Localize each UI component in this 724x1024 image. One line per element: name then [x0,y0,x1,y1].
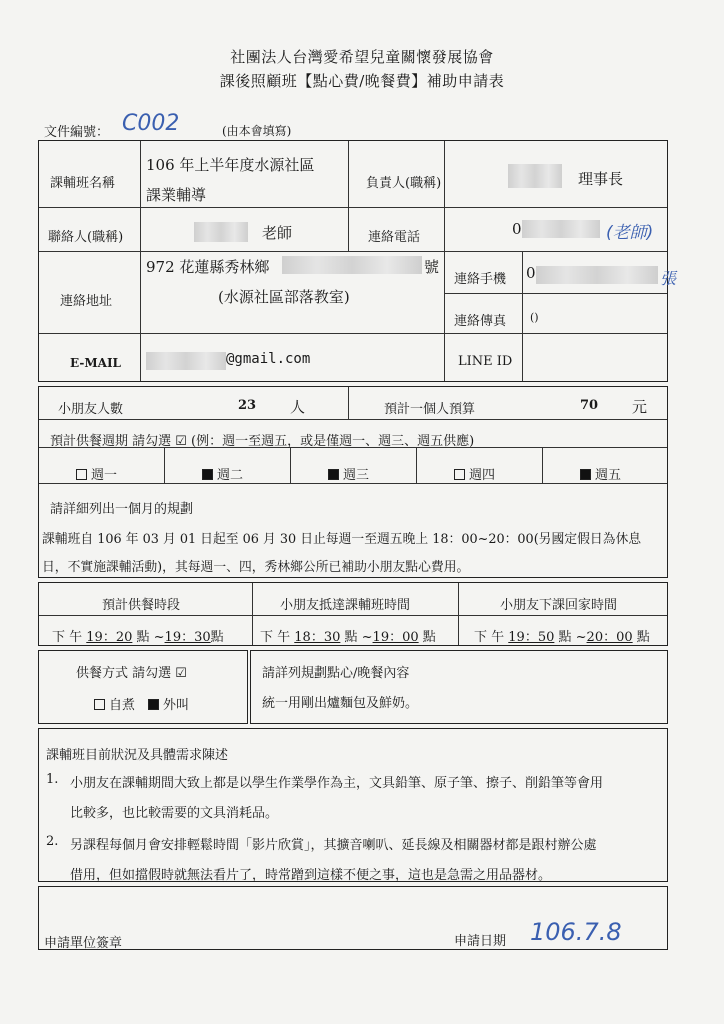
per-child-budget-unit: 元 [632,398,648,416]
phone-prefix: 0 [512,220,522,238]
leader-title: 理事長 [578,170,624,188]
contact-title: 老師 [262,224,293,242]
checkbox-icon [454,469,465,480]
arrive-time-label: 小朋友抵達課輔班時間 [280,598,411,613]
doc-number-note: (由本會填寫) [222,124,292,138]
needs-item2-line2: 借用，但如擋假時就無法看片了，時常蹭到這樣不便之事，這也是急需之用品器材。 [70,868,552,883]
fax-label: 連絡傳真 [454,314,507,329]
redacted-contact-name [194,222,248,242]
redacted-leader-name [508,164,562,188]
redacted-email [146,352,226,370]
apply-date-value: 106.7.8 [530,918,622,946]
children-count-label: 小朋友人數 [58,402,124,417]
meal-cycle-instruction: 預計供餐週期 請勾選 ☑ (例：週一至週五，或是僅週一、週三、週五供應) [50,434,475,449]
per-child-budget-value: 70 [580,398,599,413]
fax-value: () [530,311,539,324]
meal-time-label: 預計供餐時段 [102,598,181,613]
doc-number-value: C002 [122,111,180,136]
mobile-label: 連絡手機 [454,272,507,287]
checked-box-icon [580,469,591,480]
monthly-plan-line1: 課輔班自 106 年 03 月 01 日起至 06 月 30 日止每週一至週五晚上 18：00~20：00(另國定假日為休息 [42,532,642,547]
address-line2: (水源社區部落教室) [218,288,350,306]
day-checkbox-fri[interactable]: 週五 [580,464,621,483]
arrive-time-value: 下 午 18：30 點 ~19：00 點 [260,630,436,645]
email-label: E-MAIL [70,356,121,370]
redacted-address [282,256,422,274]
day-checkbox-tue[interactable]: 週二 [202,464,243,483]
day-checkbox-thu[interactable]: 週四 [454,464,495,483]
redacted-phone [522,220,600,238]
supply-method-label: 供餐方式 請勾選 ☑ [76,666,187,681]
needs-item2-line1: 另課程每個月會安排輕鬆時間「影片欣賞」，其擴音喇叭、延長線及相關器材都是跟村辦公處 [70,838,597,853]
class-name-line2: 課業輔導 [146,186,207,204]
checkbox-icon [94,699,105,710]
phone-label: 連絡電話 [368,230,421,245]
mobile-prefix: 0 [526,264,536,282]
needs-heading: 課輔班目前狀況及具體需求陳述 [46,748,229,763]
menu-content: 統一用剛出爐麵包及鮮奶。 [262,696,419,711]
self-cook-checkbox[interactable]: 自煮 [94,694,135,713]
email-suffix: @gmail.com [226,351,311,367]
stamp-label: 申請單位簽章 [44,936,123,951]
address-label: 連絡地址 [60,294,113,309]
needs-item1-line2: 比較多，也比較需要的文具消耗品。 [70,806,279,821]
meal-time-value: 下 午 19：20 點 ~19：30點 [52,630,224,645]
menu-heading: 請詳列規劃點心/晚餐內容 [262,666,410,681]
class-name-line1: 106 年上半年度水源社區 [146,156,315,174]
redacted-mobile [536,266,658,284]
doc-number-label: 文件編號： [44,125,110,140]
children-count-value: 23 [238,398,257,413]
monthly-plan-line2: 日，不實施課輔活動)，其每週一、四，秀林鄉公所已補助小朋友點心費用。 [42,560,470,575]
checked-box-icon [328,469,339,480]
leader-label: 負責人(職稱) [366,176,442,191]
address-line1b: 號 [424,258,440,276]
day-checkbox-wed[interactable]: 週三 [328,464,369,483]
form-title: 課後照顧班【點心費/晚餐費】補助申請表 [219,72,505,90]
needs-item1-line1: 小朋友在課輔期間大致上都是以學生作業學作為主，文具鉛筆、原子筆、擦子、削鉛筆等會用 [70,776,604,791]
checked-box-icon [202,469,213,480]
contact-label: 聯絡人(職稱) [48,230,124,245]
class-name-label: 課輔班名稱 [50,176,116,191]
monthly-plan-heading: 請詳細列出一個月的規劃 [50,502,194,517]
needs-item2-number: 2. [46,834,59,849]
mobile-hand-note: 張 [660,269,677,288]
checkbox-icon [76,469,87,480]
children-count-unit: 人 [290,398,306,416]
line-id-label: LINE ID [458,354,513,369]
needs-item1-number: 1. [46,772,59,787]
day-checkbox-mon[interactable]: 週一 [76,464,117,483]
order-out-checkbox[interactable]: 外叫 [148,694,189,713]
checked-box-icon [148,699,159,710]
per-child-budget-label: 預計一個人預算 [384,402,476,417]
phone-hand-note: (老師) [606,223,654,243]
apply-date-label: 申請日期 [454,934,507,949]
address-line1a: 972 花蓮縣秀林鄉 [146,258,270,276]
home-time-label: 小朋友下課回家時間 [500,598,618,613]
home-time-value: 下 午 19：50 點 ~20：00 點 [474,630,650,645]
org-name: 社團法人台灣愛希望兒童關懷發展協會 [230,48,494,66]
